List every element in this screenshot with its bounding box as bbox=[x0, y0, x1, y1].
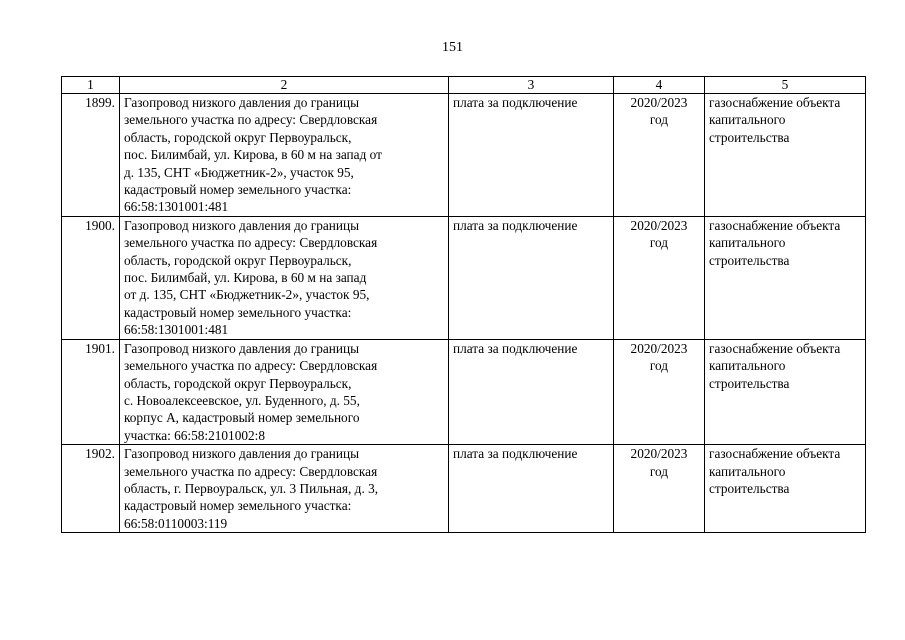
object-name-line: область, городской округ Первоуральск, bbox=[124, 252, 352, 268]
object-name-cell bbox=[120, 94, 449, 217]
object-name-line: земельного участка по адресу: Свердловская bbox=[124, 358, 378, 374]
period-line: 2020/2023 bbox=[630, 446, 688, 462]
object-name-line: участка: 66:58:2101002:8 bbox=[124, 427, 265, 443]
purpose-cell bbox=[705, 445, 866, 533]
period-line: год bbox=[649, 463, 669, 479]
basis-cell: плата за подключение bbox=[449, 445, 614, 533]
table-header bbox=[62, 77, 866, 94]
object-name-line: 66:58:1301001:481 bbox=[124, 199, 229, 215]
period-cell bbox=[614, 339, 705, 444]
header-col-4: 4 bbox=[614, 77, 705, 94]
row-number: 1899. bbox=[62, 94, 120, 217]
purpose-line: капитального bbox=[709, 358, 786, 374]
object-name-cell bbox=[120, 445, 449, 533]
object-name-line: пос. Билимбай, ул. Кирова, в 60 м на запад bbox=[124, 270, 367, 286]
basis-cell: плата за подключение bbox=[449, 339, 614, 444]
object-name-line: д. 135, СНТ «Бюджетник-2», участок 95, bbox=[124, 164, 354, 180]
object-name-line: корпус А, кадастровый номер земельного bbox=[124, 410, 360, 426]
purpose-cell bbox=[705, 94, 866, 217]
object-name-line: земельного участка по адресу: Свердловская bbox=[124, 235, 378, 251]
object-name-line: область, городской округ Первоуральск, bbox=[124, 129, 352, 145]
page-number: 151 bbox=[442, 40, 463, 55]
row-number: 1902. bbox=[62, 445, 120, 533]
header-col-3: 3 bbox=[449, 77, 614, 94]
document-table bbox=[61, 76, 866, 533]
purpose-line: капитального bbox=[709, 235, 786, 251]
object-name-cell bbox=[120, 339, 449, 444]
header-col-2: 2 bbox=[120, 77, 449, 94]
object-name-line: кадастровый номер земельного участка: bbox=[124, 498, 352, 514]
object-name-line: Газопровод низкого давления до границы bbox=[124, 95, 360, 110]
object-name-line: земельного участка по адресу: Свердловская bbox=[124, 112, 378, 128]
period-line: 2020/2023 bbox=[630, 340, 688, 356]
period-line: 2020/2023 bbox=[630, 217, 688, 233]
period-line: год bbox=[649, 358, 669, 374]
purpose-line: газоснабжение объекта bbox=[709, 446, 841, 462]
object-name-cell bbox=[120, 216, 449, 339]
basis-cell: плата за подключение bbox=[449, 94, 614, 217]
purpose-line: газоснабжение объекта bbox=[709, 95, 841, 110]
row-number: 1900. bbox=[62, 216, 120, 339]
purpose-line: строительства bbox=[709, 480, 790, 496]
object-name-line: Газопровод низкого давления до границы bbox=[124, 446, 360, 462]
purpose-line: капитального bbox=[709, 112, 786, 128]
object-name-line: от д. 135, СНТ «Бюджетник-2», участок 95, bbox=[124, 287, 370, 303]
period-cell bbox=[614, 445, 705, 533]
purpose-cell bbox=[705, 339, 866, 444]
purpose-line: газоснабжение объекта bbox=[709, 340, 841, 356]
table-row bbox=[62, 339, 866, 444]
purpose-line: строительства bbox=[709, 252, 790, 268]
purpose-line: капитального bbox=[709, 463, 786, 479]
object-name-line: область, городской округ Первоуральск, bbox=[124, 375, 352, 391]
header-row bbox=[62, 77, 866, 94]
header-col-1: 1 bbox=[62, 77, 120, 94]
object-name-line: Газопровод низкого давления до границы bbox=[124, 340, 360, 356]
object-name-line: пос. Билимбай, ул. Кирова, в 60 м на запад от bbox=[124, 147, 382, 163]
object-name-line: область, г. Первоуральск, ул. 3 Пильная, д. 3, bbox=[124, 480, 379, 496]
object-name-line: кадастровый номер земельного участка: bbox=[124, 304, 352, 320]
period-cell bbox=[614, 94, 705, 217]
period-line: год bbox=[649, 112, 669, 128]
object-name-line: земельного участка по адресу: Свердловская bbox=[124, 463, 378, 479]
object-name-line: 66:58:0110003:119 bbox=[124, 515, 228, 531]
row-number: 1901. bbox=[62, 339, 120, 444]
period-cell bbox=[614, 216, 705, 339]
object-name-line: Газопровод низкого давления до границы bbox=[124, 217, 360, 233]
object-name-line: 66:58:1301001:481 bbox=[124, 322, 229, 338]
purpose-cell bbox=[705, 216, 866, 339]
object-name-line: кадастровый номер земельного участка: bbox=[124, 182, 352, 198]
purpose-line: строительства bbox=[709, 129, 790, 145]
object-name-line: с. Новоалексеевское, ул. Буденного, д. 55, bbox=[124, 392, 360, 408]
table-row bbox=[62, 216, 866, 339]
purpose-line: строительства bbox=[709, 375, 790, 391]
purpose-line: газоснабжение объекта bbox=[709, 217, 841, 233]
table-row bbox=[62, 445, 866, 533]
period-line: год bbox=[649, 235, 669, 251]
basis-cell: плата за подключение bbox=[449, 216, 614, 339]
header-col-5: 5 bbox=[705, 77, 866, 94]
table-body bbox=[62, 94, 866, 533]
period-line: 2020/2023 bbox=[630, 95, 688, 110]
table-row bbox=[62, 94, 866, 217]
